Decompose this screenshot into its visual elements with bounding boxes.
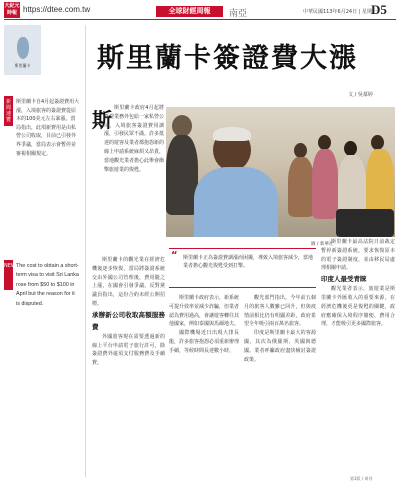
rail-divider (85, 25, 86, 477)
photo-crowd-head-2 (318, 135, 331, 150)
site-url[interactable]: https://dtee.com.tw (23, 5, 91, 14)
photo-crowd-body-1 (288, 157, 314, 217)
body-column-1 (92, 256, 165, 472)
headline: 斯里蘭卡簽證費大漲 (97, 43, 358, 74)
body-paragraph: 斯里蘭卡的觀光業在經濟危機後逐步恢復，當局將簽證系統交由外國公司管理後，費用隨之上漲，在國會引發爭議。反對黨議員指出，這份合約未經公開招標。 (92, 257, 165, 307)
sri-lanka-map-icon (17, 37, 29, 59)
body-paragraph: 外國遊客現在需要透過新的線上平台申請電子旅行許可，除簽證費外還須支付服務費及手續費。 (92, 333, 165, 367)
body-paragraph: 斯里蘭卡最高法院日前裁定暫停新簽證系統，要求恢復原本的電子簽證制度，並由移民局處理相關申請。 (321, 239, 395, 272)
photo-crowd-body-2 (312, 149, 338, 219)
news-brief-en: The cost to obtain a short-term visa to visit Sri Lanka rose from $50 to $100 in April but the reason for it is disputed. (16, 263, 79, 307)
body-paragraph: 國際機場近日出現大排長龍，許多旅客抱怨必須重新辦理手續，等候時間長達數小時。 (169, 330, 239, 354)
drop-cap: 斯 (92, 108, 112, 132)
news-brief-tab-zh: 新聞速覽 (4, 96, 13, 126)
photo-main-body (194, 167, 278, 237)
photo-main-hair (213, 127, 251, 141)
body-paragraph: 觀光業者表示，旅遊業是斯里蘭卡外匯收入的重要來源，在經濟危機後更是復甦的關鍵，政府應確保入境程序簡便、費用合理，才能吸引更多國際旅客。 (321, 286, 395, 328)
pull-quote (169, 248, 316, 288)
photo-crowd-head-3 (344, 141, 357, 156)
locator-map (4, 25, 41, 75)
body-paragraph: 觀光部門指出，今年前五個月的旅客人數雖已回升，但與疫情前相比仍有明顯差距，政府希望全年吸引兩百萬名旅客。 (244, 295, 316, 328)
newspaper-logo[interactable] (4, 2, 20, 18)
section-banner: 全球財經周報 (156, 6, 223, 17)
body-paragraph: 印度是斯里蘭卡最大的客源國，其次為俄羅斯、英國與德國。業者呼籲政府盡快檢討簽證政策。 (244, 330, 316, 363)
news-brief-zh: 斯里蘭卡自4月起簽證費用大漲，入境旅客的簽證費從原本的100美元左右暴漲。當局指出，此項新費用是由私營公司收取，目前已引發外界爭議，當局表示會暫停並審視相關規定。 (16, 99, 80, 157)
quote-mark-icon: “ (171, 250, 178, 261)
page-footer: 第1版 / 周刊 (350, 476, 373, 481)
region-label: 南亞 (229, 9, 248, 19)
subhead-1: 承辦新公司收取高額服務費 (92, 310, 165, 331)
body-column-3 (244, 294, 316, 472)
photo-crowd-head-4 (371, 135, 384, 150)
lead-paragraph: 斯里蘭卡政府4月起將簽證業務外包給一家私營公司，入境旅客簽證費用調漲，引發民眾不滿。許多抵達的遊客及業者都抱怨新的線上申請系統麻煩又昂貴，當地觀光業者擔心此舉會衝擊旅遊業的復甦。 (104, 105, 164, 173)
byline: 文 / 吳慕婷 (348, 92, 373, 98)
photo-figure-head (172, 115, 192, 137)
subhead-2: 印度人最受青睞 (321, 275, 367, 284)
page-number: D5 (371, 2, 387, 17)
body-paragraph: 斯里蘭卡政府表示，新系統可提升效率並減少詐騙，但業者認為費用過高，會讓遊客轉往其他國家，例如泰國與馬爾地夫。 (169, 295, 239, 328)
masthead (0, 0, 400, 20)
logo-bottom-text: 時報 (6, 10, 17, 16)
body-column-4 (321, 238, 395, 472)
news-brief-tab-en: NEWS (4, 260, 13, 290)
pull-quote-text: 斯里蘭卡正為簽證費調漲而困擾，導致入境旅客減少，當地業者擔心觀光復甦受到打擊。 (183, 255, 314, 269)
photo-caption: 圖 / 新華社 (311, 242, 334, 247)
article-photo[interactable] (166, 107, 395, 237)
photo-luggage (336, 209, 394, 237)
dateline: 中華民國113年6月24日 | 星期一 (303, 9, 377, 15)
masthead-rule (4, 19, 396, 20)
map-label: 斯里蘭卡 (14, 63, 31, 68)
lead-column (104, 104, 164, 256)
photo-crowd-head-1 (294, 143, 307, 158)
body-column-2 (169, 294, 239, 472)
logo-top-text: 大紀元 (4, 3, 20, 9)
